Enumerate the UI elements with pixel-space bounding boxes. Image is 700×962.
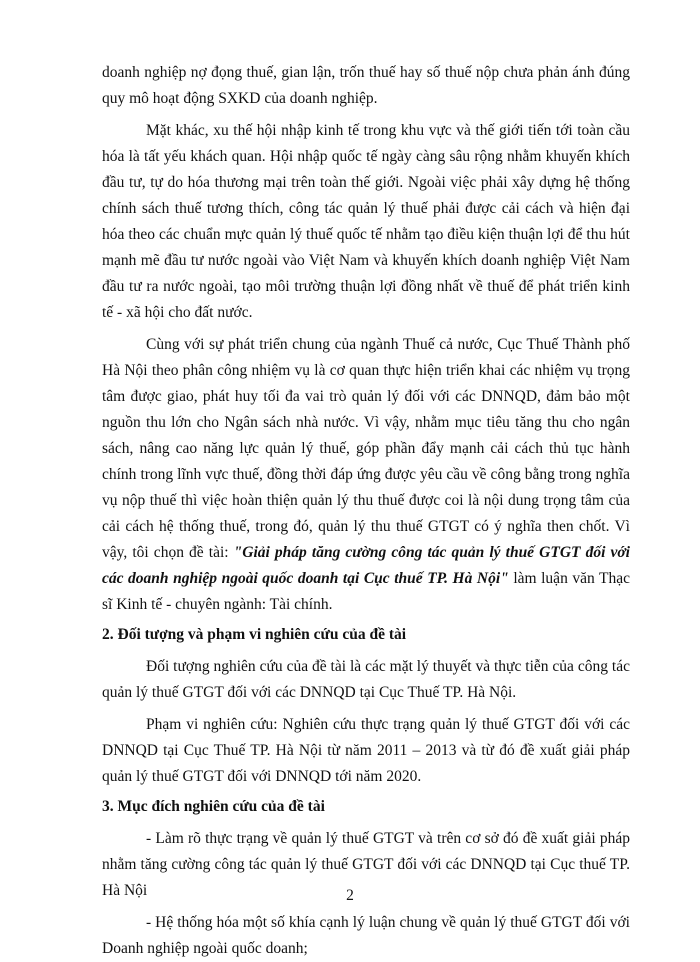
page-body <box>102 60 630 962</box>
paragraph-research-object: Đối tượng nghiên cứu của đề tài là các mặt lý thuyết và thực tiễn của công tác quản lý thuế GTGT đối với các DNNQD tại Cục Thuế TP. Hà Nội. <box>102 658 630 701</box>
paragraph-research-scope: Phạm vi nghiên cứu: Nghiên cứu thực trạng quản lý thuế GTGT đối với các DNNQD tại Cục Thuế TP. Hà Nội từ năm 2011 – 2013 và từ đó đề xuất giải pháp quản lý thuế GTGT đối với DNNQD tới năm 2020. <box>102 716 630 785</box>
section-heading-3: 3. Mục đích nghiên cứu của đề tài <box>102 798 325 815</box>
page-number: 2 <box>346 887 354 904</box>
paragraph-topic-selection <box>102 332 630 618</box>
list-item-objective-2: - Hệ thống hóa một số khía cạnh lý luận chung về quản lý thuế GTGT đối với Doanh nghiệp ngoài quốc doanh; <box>102 914 630 957</box>
topic-outro-text: làm luận văn Thạc sĩ Kinh tế - chuyên ngành: Tài chính. <box>102 570 630 613</box>
thesis-title: "Giải pháp tăng cường công tác quản lý thuế GTGT đối với các doanh nghiệp ngoài quốc doanh tại Cục thuế TP. Hà Nội" <box>102 544 630 587</box>
topic-intro-text: Cùng với sự phát triển chung của ngành Thuế cả nước, Cục Thuế Thành phố Hà Nội theo phân công nhiệm vụ là cơ quan thực hiện triển khai các nhiệm vụ trọng tâm được giao, phát huy tối đa vai trò quản lý đối với các DNNQD, đảm bảo một nguồn thu lớn cho Ngân sách nhà nước. Vì vậy, nhằm mục tiêu tăng thu cho ngân sách, nâng cao năng lực quản lý thuế, góp phần đẩy mạnh cải cách thủ tục hành chính trong lĩnh vực thuế, đồng thời đáp ứng được yêu cầu về công bằng trong nghĩa vụ nộp thuế thì việc hoàn thiện quản lý thu thuế được coi là nội dung trọng tâm của cải cách hệ thống thuế, trong đó, quản lý thu thuế GTGT có ý nghĩa then chốt. Vì vậy, tôi chọn đề tài: <box>102 336 630 561</box>
paragraph-integration: Mặt khác, xu thế hội nhập kinh tế trong khu vực và thế giới tiến tới toàn cầu hóa là tất yếu khách quan. Hội nhập quốc tế ngày càng sâu rộng nhằm khuyến khích đầu tư, tự do hóa thương mại trên toàn thế giới. Ngoài việc phải xây dựng hệ thống chính sách thuế tương thích, công tác quản lý thuế phải được cải cách và hiện đại hóa theo các chuẩn mực quản lý thuế quốc tế nhằm tạo điều kiện thuận lợi để thu hút mạnh mẽ đầu tư nước ngoài vào Việt Nam và khuyến khích doanh nghiệp Việt Nam đầu tư ra nước ngoài, tạo môi trường thuận lợi đồng nhất về thuế để phát triển kinh tế - xã hội cho đất nước. <box>102 122 630 321</box>
section-heading-2: 2. Đối tượng và phạm vi nghiên cứu của đề tài <box>102 626 407 643</box>
list-item-objective-1: - Làm rõ thực trạng về quản lý thuế GTGT và trên cơ sở đó đề xuất giải pháp nhằm tăng cường công tác quản lý thuế GTGT đối với các DNNQD tại Cục thuế TP. Hà Nội <box>102 830 630 899</box>
paragraph-continuation: doanh nghiệp nợ đọng thuế, gian lận, trốn thuế hay số thuế nộp chưa phản ánh đúng quy mô hoạt động SXKD của doanh nghiệp. <box>102 64 630 107</box>
